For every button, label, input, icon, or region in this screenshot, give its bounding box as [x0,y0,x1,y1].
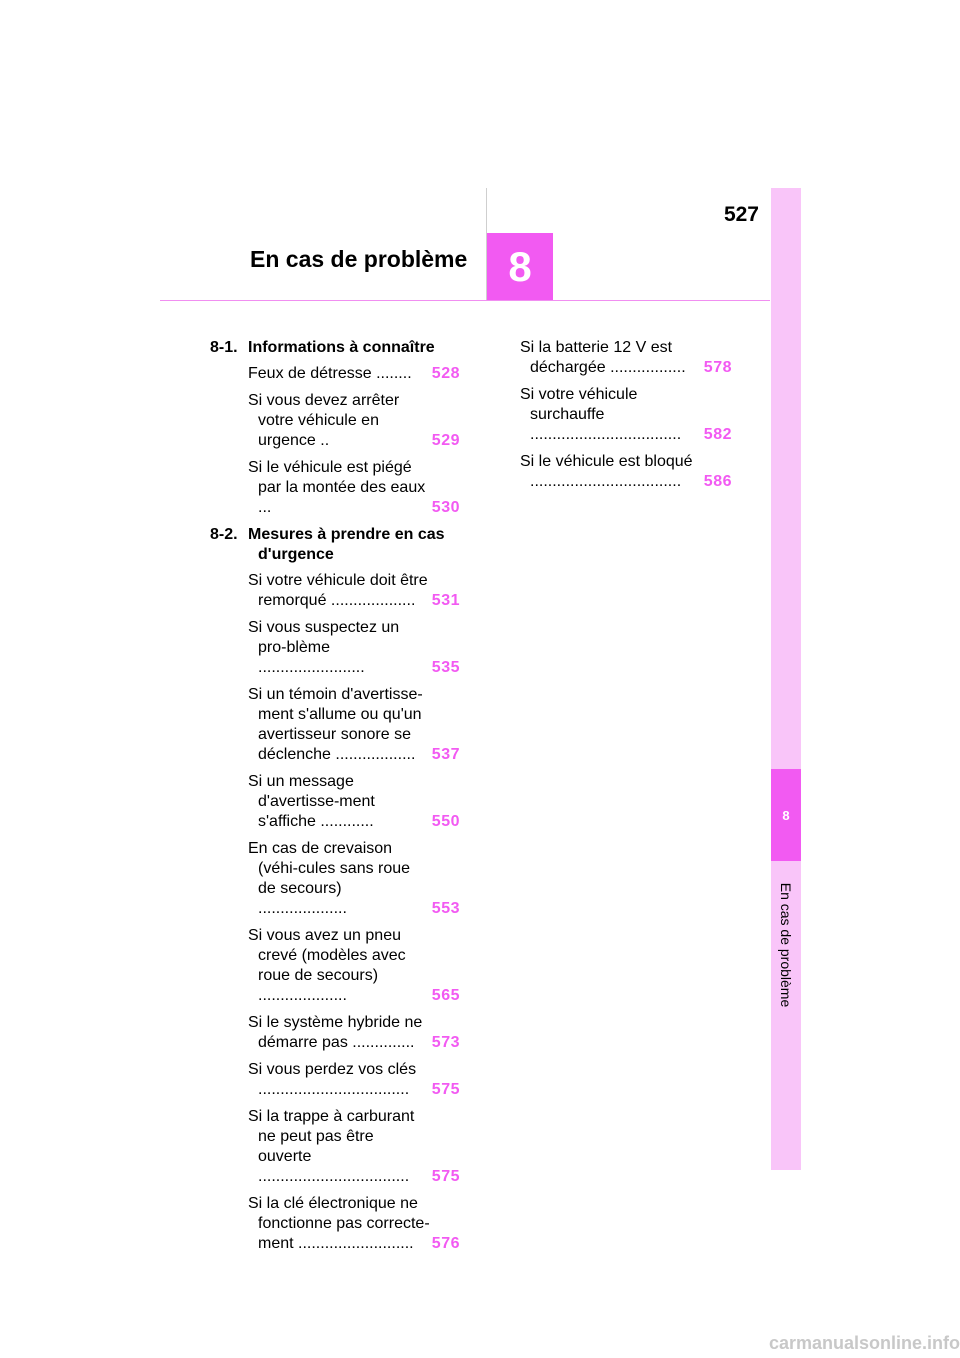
toc-entry[interactable] [520,452,732,492]
toc-entry-text: Si votre véhicule doit être remorqué ................... [248,572,428,609]
side-tab-label: En cas de problème [778,882,794,1008]
toc-entry[interactable] [248,685,460,765]
section-title: Mesures à prendre en cas d'urgence [248,526,445,563]
toc-entry[interactable] [520,385,732,445]
toc-entry-page[interactable]: 531 [431,592,460,609]
toc-entry-page[interactable]: 530 [431,499,460,516]
toc-entry-page[interactable]: 578 [703,359,732,376]
toc-entry-page[interactable]: 550 [431,813,460,830]
section-heading [210,338,460,358]
toc-entry[interactable] [520,338,732,378]
toc-entry-text: Si un message d'avertisse-ment s'affiche ............ [248,773,375,830]
side-tab-bar [771,188,801,1170]
toc-entry-page[interactable]: 573 [431,1034,460,1051]
toc-entry[interactable] [248,1194,460,1254]
toc-entry-page[interactable]: 575 [431,1081,460,1098]
side-tab-number[interactable]: 8 [771,769,801,861]
toc-entry-text: Si la trappe à carburant ne peut pas être ouverte .................................. [248,1108,415,1185]
toc-entry[interactable] [248,364,460,384]
toc-entry[interactable] [248,772,460,832]
toc-entry[interactable] [248,1013,460,1053]
toc-entry-text: Si un témoin d'avertisse-ment s'allume ou qu'un avertisseur sonore se déclenche .................. [248,686,423,763]
header-rule [160,300,770,301]
section-title: Informations à connaître [248,339,435,356]
toc-left-column [210,338,460,1261]
toc-entry-page[interactable]: 537 [431,746,460,763]
toc-entry[interactable] [248,1107,460,1187]
toc-entry-text: Si votre véhicule surchauffe .................................. [520,386,682,443]
toc-entry-page[interactable]: 553 [431,900,460,917]
toc-entry-text: Si le système hybride ne démarre pas .............. [248,1014,423,1051]
toc-entry[interactable] [248,618,460,678]
toc-entry-text: En cas de crevaison (véhi-cules sans roue de secours) .................... [248,840,411,917]
toc-entry-text: Si vous perdez vos clés .................................. [248,1061,417,1098]
toc-entry-text: Si la batterie 12 V est déchargée ................. [520,339,686,376]
section-number: 8-1. [210,339,238,356]
toc-entry-page[interactable]: 576 [431,1235,460,1252]
toc-entry[interactable] [248,926,460,1006]
toc-entry-text: Si vous suspectez un pro-blème ........................ [248,619,400,676]
watermark: carmanualsonline.info [768,1333,960,1353]
toc-entry-page[interactable]: 565 [431,987,460,1004]
toc-entry[interactable] [248,458,460,518]
section-heading [210,525,460,565]
toc-entry-text: Si le véhicule est bloqué .................................. [520,453,693,490]
toc-entry-page[interactable]: 575 [431,1168,460,1185]
toc-entry-text: Si le véhicule est piégé par la montée des eaux ... [248,459,426,516]
toc-entry-text: Si la clé électronique ne fonctionne pas correcte-ment .......................... [248,1195,430,1252]
toc-entry-page[interactable]: 586 [703,473,732,490]
toc-entry[interactable] [248,839,460,919]
toc-entry-page[interactable]: 529 [431,432,460,449]
chapter-title: En cas de problème [250,246,468,272]
toc-entry-text: Feux de détresse ........ [248,365,412,382]
chapter-number-box: 8 [487,233,553,300]
toc-entry[interactable] [248,1060,460,1100]
toc-entry-text: Si vous avez un pneu crevé (modèles avec roue de secours) .................... [248,927,406,1004]
toc-right-column [520,338,732,499]
toc-entry-page[interactable]: 582 [703,426,732,443]
toc-entry[interactable] [248,571,460,611]
section-number: 8-2. [210,526,238,543]
toc-entry-page[interactable]: 535 [431,659,460,676]
toc-entry-text: Si vous devez arrêter votre véhicule en urgence .. [248,392,400,449]
toc-entry[interactable] [248,391,460,451]
toc-entry-page[interactable]: 528 [431,365,460,382]
page-number: 527 [723,203,759,226]
